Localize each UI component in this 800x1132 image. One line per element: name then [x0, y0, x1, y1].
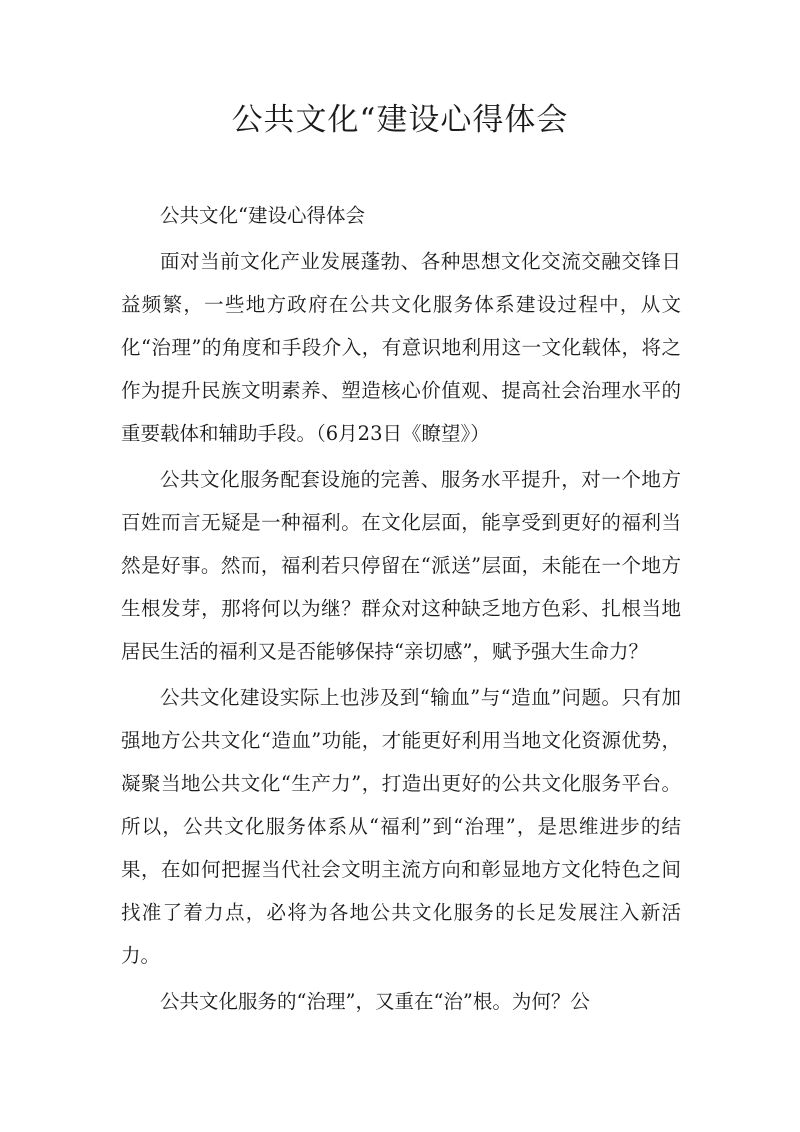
- paragraph: 面对当前文化产业发展蓬勃、各种思想文化交流交融交锋日益频繁，一些地方政府在公共文化服务体系建设过程中，从文化“治理”的角度和手段介入，有意识地利用这一文化载体，将之作为提升民族文明素养、塑造核心价值观、提高社会治理水平的重要载体和辅助手段。（6月23日《瞭望》）: [121, 250, 681, 445]
- paragraph: 公共文化建设实际上也涉及到“输血”与“造血”问题。只有加强地方公共文化“造血”功能，才能更好利用当地文化资源优势，凝聚当地公共文化“生产力”，打造出更好的公共文化服务平台。所以，公共文化服务体系从“福利”到“治理”，是思维进步的结果，在如何把握当代社会文明主流方向和彰显地方文化特色之间找准了着力点，必将为各地公共文化服务的长足发展注入新活力。: [121, 686, 681, 967]
- document-body: [121, 194, 681, 1023]
- paragraph: 公共文化服务的“治理”，又重在“治”根。为何？公: [160, 990, 590, 1013]
- paragraph: 公共文化服务配套设施的完善、服务水平提升，对一个地方百姓而言无疑是一种福利。在文化层面，能享受到更好的福利当然是好事。然而，福利若只停留在“派送”层面，未能在一个地方生根发芽，那将何以为继？群众对这种缺乏地方色彩、扎根当地居民生活的福利又是否能够保持“亲切感”，赋予强大生命力？: [121, 468, 681, 663]
- document-title: 公共文化“建设心得体会: [231, 102, 569, 138]
- paragraph-subtitle: 公共文化“建设心得体会: [160, 204, 365, 227]
